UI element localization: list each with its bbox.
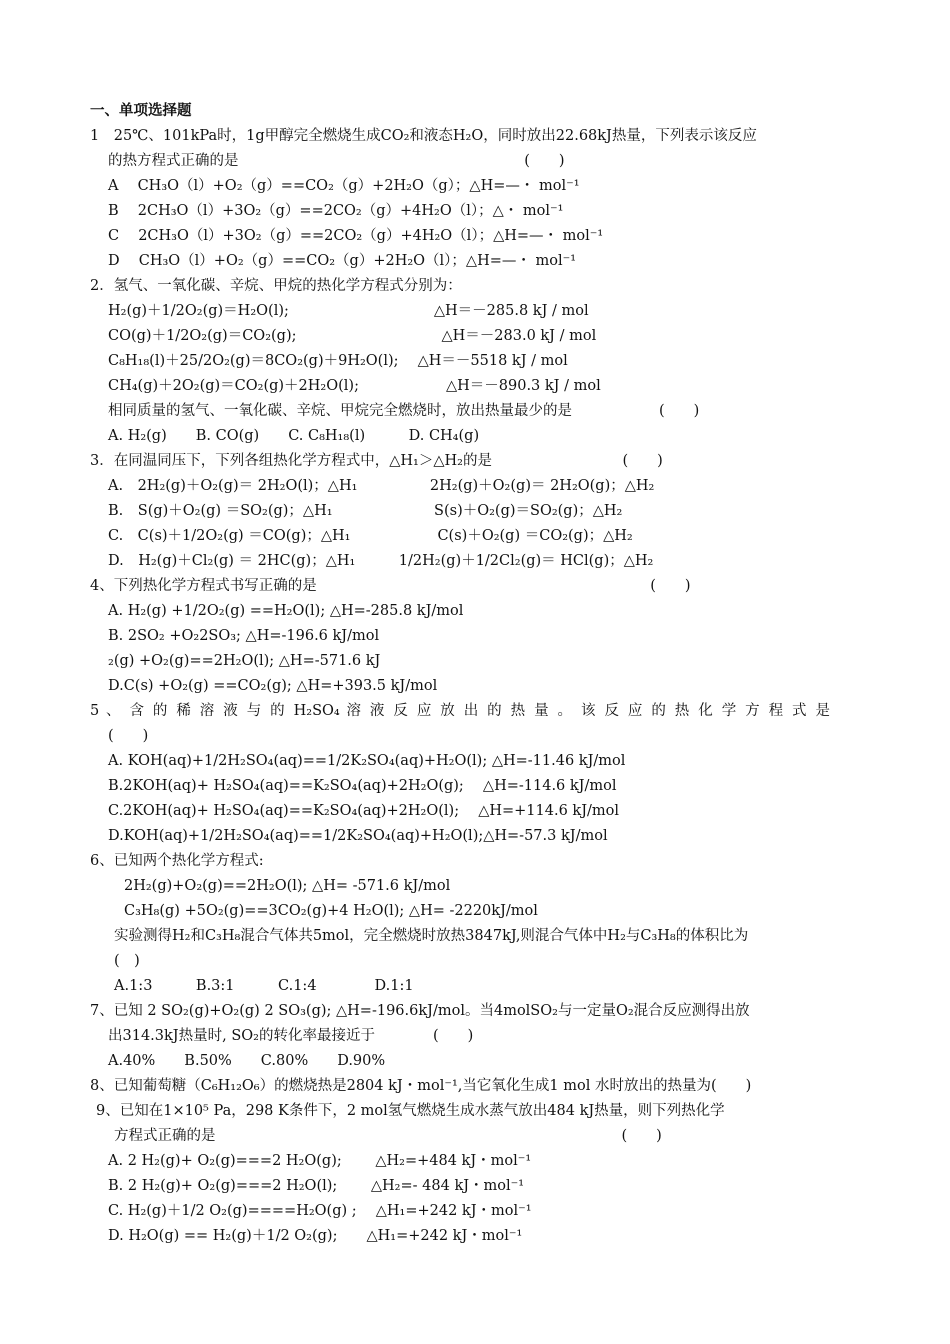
q5-answer-bracket: ( ) [108, 728, 149, 744]
q5-option-b: B.2KOH(aq)+ H₂SO₄(aq)==K₂SO₄(aq)+2H₂O(g); △H=-114.6 kJ/mol [108, 778, 617, 794]
q7-options: A.40% B.50% C.80% D.90% [108, 1053, 386, 1069]
q6-equation-1: 2H₂(g)+O₂(g)==2H₂O(l); △H= -571.6 kJ/mol [124, 878, 451, 894]
q9-option-a: A. 2 H₂(g)+ O₂(g)===2 H₂O(g); △H₂=+484 kJ・mol⁻¹ [108, 1153, 532, 1169]
q4-option-d: D.C(s) +O₂(g) ==CO₂(g); △H=+393.5 kJ/mol [108, 678, 438, 694]
q1-stem-line2: 的热方程式正确的是 ( ) [108, 153, 565, 169]
q3-stem: 3．在同温同压下，下列各组热化学方程式中，△H₁＞△H₂的是 ( ) [90, 453, 663, 469]
q9-option-c: C. H₂(g)＋1/2 O₂(g)====H₂O(g) ; △H₁=+242 kJ・mol⁻¹ [108, 1203, 532, 1219]
q2-equation-methane: CH₄(g)＋2O₂(g)＝CO₂(g)＋2H₂O(l); △H＝－890.3 kJ / mol [108, 378, 601, 394]
q5-option-d: D.KOH(aq)+1/2H₂SO₄(aq)==1/2K₂SO₄(aq)+H₂O(l);△H=-57.3 kJ/mol [108, 828, 608, 844]
section-title: 一、单项选择题 [90, 103, 192, 119]
q3-option-d: D. H₂(g)＋Cl₂(g) ＝ 2HC(g)；△H₁ 1/2H₂(g)＋1/2Cl₂(g)＝ HCl(g)；△H₂ [108, 553, 654, 569]
q6-question: 实验测得H₂和C₃H₈混合气体共5mol，完全燃烧时放热3847kJ,则混合气体中H₂与C₃H₈的体积比为 [114, 928, 749, 944]
q5-stem: 5 、 含 的 稀 溶 液 与 的 H₂SO₄ 溶 液 反 应 放 出 的 热 量 。 该 反 应 的 热 化 学 方 程 式 是 [90, 703, 830, 719]
q1-option-d: D CH₃O（l）+O₂（g）==CO₂（g）+2H₂O（l）；△H=—・ mol⁻¹ [108, 253, 577, 269]
q3-option-c: C. C(s)＋1/2O₂(g) ＝CO(g)；△H₁ C(s)＋O₂(g) ＝CO₂(g)；△H₂ [108, 528, 633, 544]
q9-stem-line2: 方程式正确的是 ( ) [114, 1128, 662, 1144]
q4-option-c: ₂(g) +O₂(g)==2H₂O(l); △H=-571.6 kJ [108, 653, 381, 669]
q7-stem-line2: 出314.3kJ热量时, SO₂的转化率最接近于 ( ) [108, 1028, 474, 1044]
q4-option-b: B. 2SO₂ +O₂2SO₃; △H=-196.6 kJ/mol [108, 628, 380, 644]
q5-option-a: A. KOH(aq)+1/2H₂SO₄(aq)==1/2K₂SO₄(aq)+H₂O(l); △H=-11.46 kJ/mol [108, 753, 626, 769]
q9-option-b: B. 2 H₂(g)+ O₂(g)===2 H₂O(l); △H₂=- 484 kJ・mol⁻¹ [108, 1178, 525, 1194]
q1-option-c: C 2CH₃O（l）+3O₂（g）==2CO₂（g）+4H₂O（l）；△H=—・ mol⁻¹ [108, 228, 604, 244]
q6-stem: 6、已知两个热化学方程式: [90, 853, 264, 869]
q3-option-b: B. S(g)＋O₂(g) ＝SO₂(g)；△H₁ S(s)＋O₂(g)＝SO₂(g)；△H₂ [108, 503, 623, 519]
q5-option-c: C.2KOH(aq)+ H₂SO₄(aq)==K₂SO₄(aq)+2H₂O(l); △H=+114.6 kJ/mol [108, 803, 620, 819]
q2-equation-h2: H₂(g)＋1/2O₂(g)＝H₂O(l); △H＝－285.8 kJ / mol [108, 303, 589, 319]
q6-answer-bracket: ( ) [114, 953, 140, 969]
q4-option-a: A. H₂(g) +1/2O₂(g) ==H₂O(l); △H=-285.8 kJ/mol [108, 603, 464, 619]
q1-option-b: B 2CH₃O（l）+3O₂（g）==2CO₂（g）+4H₂O（l）；△・ mol⁻¹ [108, 203, 564, 219]
q6-equation-2: C₃H₈(g) +5O₂(g)==3CO₂(g)+4 H₂O(l); △H= -2220kJ/mol [124, 903, 538, 919]
q9-stem-line1: 9、已知在1×10⁵ Pa，298 K条件下，2 mol氢气燃烧生成水蒸气放出484 kJ热量，则下列热化学 [96, 1103, 725, 1119]
q4-stem: 4、下列热化学方程式书写正确的是 ( ) [90, 578, 691, 594]
q9-option-d: D. H₂O(g) == H₂(g)＋1/2 O₂(g); △H₁=+242 kJ・mol⁻¹ [108, 1228, 523, 1244]
q3-option-a: A. 2H₂(g)＋O₂(g)＝ 2H₂O(l)；△H₁ 2H₂(g)＋O₂(g)＝ 2H₂O(g)；△H₂ [108, 478, 655, 494]
q2-equation-octane: C₈H₁₈(l)＋25/2O₂(g)＝8CO₂(g)＋9H₂O(l); △H＝－5518 kJ / mol [108, 353, 568, 369]
q8-stem: 8、已知葡萄糖（C₆H₁₂O₆）的燃烧热是2804 kJ・mol⁻¹,当它氧化生成1 mol 水时放出的热量为( ) [90, 1078, 752, 1094]
q6-options: A.1:3 B.3:1 C.1:4 D.1:1 [114, 978, 414, 994]
q1-stem-line1: 1 25℃、101kPa时，1g甲醇完全燃烧生成CO₂和液态H₂O，同时放出22.68kJ热量，下列表示该反应 [90, 128, 757, 144]
q7-stem-line1: 7、已知 2 SO₂(g)+O₂(g) 2 SO₃(g); △H=-196.6kJ/mol。当4molSO₂与一定量O₂混合反应测得出放 [90, 1003, 750, 1019]
q2-options: A. H₂(g) B. CO(g) C. C₈H₁₈(l) D. CH₄(g) [108, 428, 480, 444]
q2-question: 相同质量的氢气、一氧化碳、辛烷、甲烷完全燃烧时，放出热量最少的是 ( ) [108, 403, 700, 419]
q1-option-a: A CH₃O（l）+O₂（g）==CO₂（g）+2H₂O（g）；△H=—・ mol⁻¹ [108, 178, 580, 194]
q2-stem: 2．氢气、一氧化碳、辛烷、甲烷的热化学方程式分别为： [90, 278, 462, 294]
q2-equation-co: CO(g)＋1/2O₂(g)＝CO₂(g); △H＝－283.0 kJ / mol [108, 328, 597, 344]
